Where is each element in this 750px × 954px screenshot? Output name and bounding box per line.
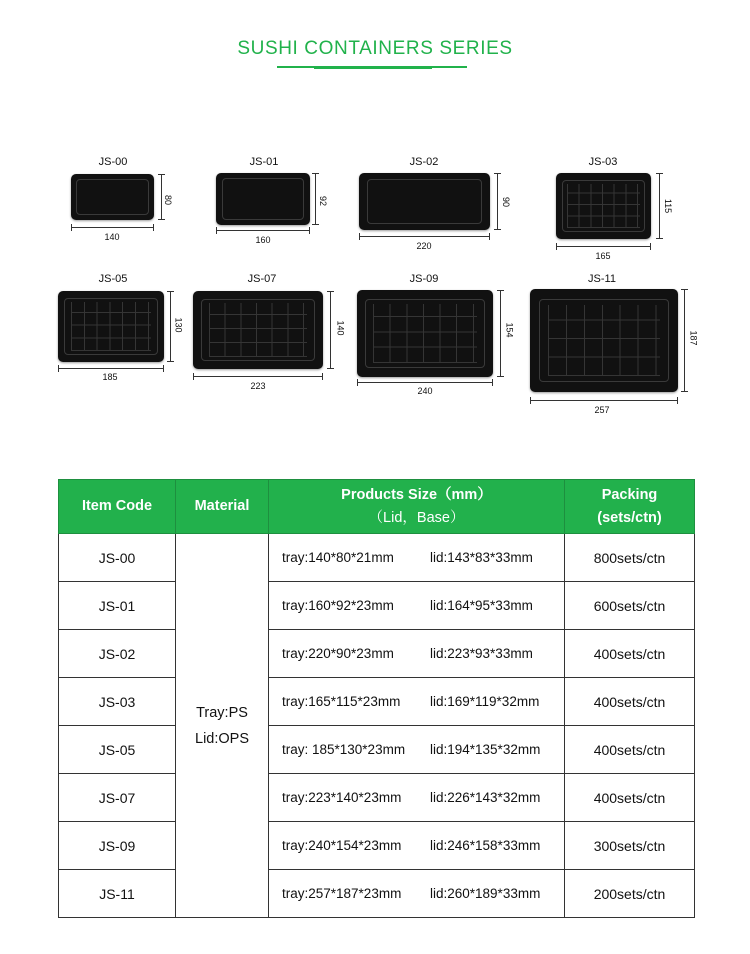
height-label: 140: [335, 320, 346, 336]
cell-item-code: JS-07: [59, 774, 176, 822]
size-tray: tray:140*80*21mm: [282, 550, 394, 565]
material-lid: Lid:OPS: [195, 730, 249, 747]
size-lid: lid:164*95*33mm: [430, 598, 533, 613]
size-tray: tray:220*90*23mm: [282, 646, 394, 661]
width-dimension-line: [359, 236, 490, 237]
height-dimension-line: [161, 174, 162, 220]
table-row: [59, 726, 695, 774]
header-packing: [565, 480, 695, 534]
size-tray: tray:165*115*23mm: [282, 694, 401, 709]
product-code: JS-09: [409, 273, 439, 285]
size-tray: tray:240*154*23mm: [282, 838, 402, 853]
width-label: 240: [417, 386, 433, 396]
height-dimension-line: [497, 173, 498, 230]
width-label: 257: [594, 405, 610, 415]
size-tray: tray:257*187*23mm: [282, 886, 402, 901]
cell-item-code: JS-03: [59, 678, 176, 726]
cell-packing: 400sets/ctn: [565, 678, 695, 726]
width-label: 220: [416, 241, 432, 251]
height-label: 115: [663, 198, 674, 214]
width-label: 160: [255, 235, 271, 245]
height-label: 130: [173, 317, 184, 333]
product-code: JS-01: [249, 156, 279, 168]
tray-image: [58, 291, 164, 362]
height-dimension-line: [684, 289, 685, 392]
tray-image: [357, 290, 493, 377]
width-label: 140: [104, 232, 120, 242]
cell-item-code: JS-09: [59, 822, 176, 870]
size-lid: lid:226*143*32mm: [430, 790, 541, 805]
table-row: [59, 870, 695, 918]
height-dimension-line: [659, 173, 660, 239]
height-label: 187: [688, 330, 699, 346]
header-item-code: Item Code: [59, 480, 176, 534]
size-tray: tray:223*140*23mm: [282, 790, 402, 805]
page-title: SUSHI CONTAINERS SERIES: [237, 38, 513, 59]
tray-image: [359, 173, 490, 230]
tray-image: [556, 173, 651, 239]
cell-size: [269, 726, 565, 774]
product-code: JS-11: [588, 273, 616, 285]
height-label: 90: [501, 196, 512, 208]
cell-packing: 400sets/ctn: [565, 726, 695, 774]
header-size-line2: （Lid，Base）: [368, 509, 465, 526]
header-packing-line2: (sets/ctn): [597, 509, 662, 526]
header-material: Material: [176, 480, 269, 534]
width-dimension-line: [216, 230, 310, 231]
table-row: [59, 534, 695, 582]
cell-packing: 800sets/ctn: [565, 534, 695, 582]
cell-size: [269, 774, 565, 822]
product-code: JS-07: [247, 273, 277, 285]
size-tray: tray:160*92*23mm: [282, 598, 394, 613]
cell-packing: 200sets/ctn: [565, 870, 695, 918]
height-dimension-line: [315, 173, 316, 225]
header-size-line1: Products Size（mm）: [341, 486, 492, 503]
width-label: 185: [102, 372, 118, 382]
tray-image: [216, 173, 310, 225]
width-dimension-line: [530, 400, 678, 401]
cell-item-code: JS-02: [59, 630, 176, 678]
cell-packing: 400sets/ctn: [565, 774, 695, 822]
tray-image: [71, 174, 154, 220]
cell-packing: 400sets/ctn: [565, 630, 695, 678]
width-label: 165: [595, 251, 611, 261]
size-lid: lid:169*119*32mm: [430, 694, 540, 709]
table-row: [59, 822, 695, 870]
height-dimension-line: [500, 290, 501, 377]
cell-item-code: JS-05: [59, 726, 176, 774]
cell-material: [176, 534, 269, 918]
table-row: [59, 678, 695, 726]
height-label: 154: [504, 322, 515, 338]
size-lid: lid:223*93*33mm: [430, 646, 533, 661]
product-code: JS-03: [588, 156, 618, 168]
material-tray: Tray:PS: [196, 704, 248, 721]
table-row: [59, 774, 695, 822]
height-dimension-line: [330, 291, 331, 369]
cell-size: [269, 630, 565, 678]
size-lid: lid:260*189*33mm: [430, 886, 541, 901]
size-lid: lid:194*135*32mm: [430, 742, 541, 757]
width-dimension-line: [58, 368, 164, 369]
cell-item-code: JS-00: [59, 534, 176, 582]
product-code: JS-02: [409, 156, 439, 168]
table-row: [59, 630, 695, 678]
size-lid: lid:246*158*33mm: [430, 838, 541, 853]
cell-size: [269, 870, 565, 918]
size-tray: tray: 185*130*23mm: [282, 742, 406, 757]
height-label: 92: [318, 195, 329, 207]
tray-image: [530, 289, 678, 392]
cell-item-code: JS-01: [59, 582, 176, 630]
height-label: 80: [163, 194, 174, 206]
header-products-size: [269, 480, 565, 534]
cell-size: [269, 822, 565, 870]
table-row: [59, 582, 695, 630]
height-dimension-line: [170, 291, 171, 362]
cell-size: [269, 534, 565, 582]
title-underline-accent: [314, 66, 432, 69]
product-code: JS-00: [98, 156, 128, 168]
width-dimension-line: [357, 382, 493, 383]
width-label: 223: [250, 381, 266, 391]
cell-packing: 300sets/ctn: [565, 822, 695, 870]
width-dimension-line: [556, 246, 651, 247]
width-dimension-line: [71, 227, 154, 228]
size-lid: lid:143*83*33mm: [430, 550, 533, 565]
cell-size: [269, 582, 565, 630]
table-header-row: [59, 480, 695, 534]
cell-size: [269, 678, 565, 726]
cell-packing: 600sets/ctn: [565, 582, 695, 630]
tray-image: [193, 291, 323, 369]
width-dimension-line: [193, 376, 323, 377]
header-packing-line1: Packing: [601, 486, 658, 503]
cell-item-code: JS-11: [59, 870, 176, 918]
product-code: JS-05: [98, 273, 128, 285]
spec-table: [58, 479, 695, 918]
